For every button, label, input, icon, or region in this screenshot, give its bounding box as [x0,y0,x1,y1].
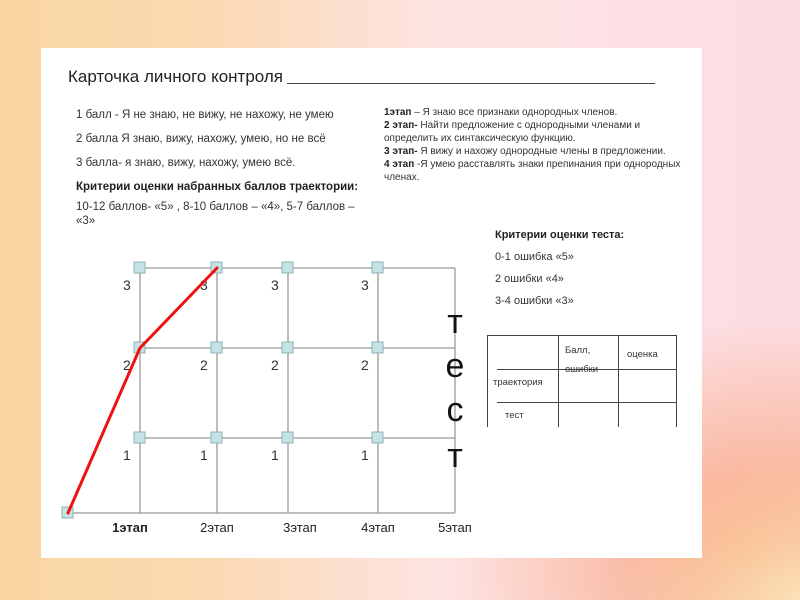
grid-level-label: 1 [123,447,131,463]
vertical-word-letter: с [446,391,464,429]
stage-3-text: Я вижу и нахожу однородные члены в предложении. [417,146,666,157]
grid-marker [282,262,293,273]
grid-level-label: 1 [361,447,369,463]
stage-1-label: 1этап [384,107,412,118]
grid-level-label: 1 [200,447,208,463]
grid-level-label: 3 [361,277,369,293]
score-1-text: 1 балл - Я не знаю, не вижу, не нахожу, не умею [76,109,334,121]
test-criteria-item: 3-4 ошибки «3» [495,295,574,307]
grid-marker [211,342,222,353]
vertical-word-letter: т [447,437,463,475]
grid-marker [211,432,222,443]
vertical-word-letter: е [445,347,465,385]
test-criteria-item: 0-1 ошибка «5» [495,251,574,263]
stage-1-text: – Я знаю все признаки однородных членов. [411,107,618,118]
grid-marker [134,432,145,443]
grid-markers [62,262,383,518]
stage-3-label: 3 этап- [384,146,418,157]
table-header-score: Балл, ошибки [565,345,599,375]
score-2-text: 2 балла Я знаю, вижу, нахожу, умею, но не всё [76,133,326,145]
stage-axis-label: 1этап [112,520,148,535]
stage-2-text: Найти предложение с однородными членами и определить их синтаксическую функцию. [384,120,641,144]
trajectory-criteria-title: Критерии оценки набранных баллов траектории: [76,181,359,193]
stage-4-text: -Я умею расставлять знаки препинания при однородных членах. [384,159,681,183]
table-row-test: тест [505,410,524,421]
grid-level-label: 2 [123,357,131,373]
grid-marker [282,432,293,443]
stage-2-label: 2 этап- [384,120,418,131]
trajectory-criteria-text: 10-12 баллов- «5» , 8-10 баллов – «4», 5-7 баллов – «3» [76,201,355,227]
grid-marker [282,342,293,353]
trajectory-line [68,268,217,513]
grid-level-label: 2 [271,357,279,373]
grid-marker [372,262,383,273]
vertical-word-letter: т [447,303,463,341]
grid-marker [134,262,145,273]
stage-4-label: 4 этап [384,159,415,170]
score-3-text: 3 балла- я знаю, вижу, нахожу, умею всё. [76,157,296,169]
grid-level-label: 2 [200,357,208,373]
test-criteria-title: Критерии оценки теста: [495,229,625,241]
grid-level-label: 2 [361,357,369,373]
grid-level-label: 3 [271,277,279,293]
stage-axis-label: 5этап [438,520,472,535]
stage-axis-labels [112,520,472,535]
test-criteria-item: 2 ошибки «4» [495,273,564,285]
stage-axis-label: 2этап [200,520,234,535]
card-title: Карточка личного контроля [68,67,283,86]
grid-marker [372,432,383,443]
grid-level-label: 3 [123,277,131,293]
grid-level-labels [123,277,369,463]
grid-lines [68,268,455,513]
stage-axis-label: 4этап [361,520,395,535]
grid-level-label: 3 [200,277,208,293]
grid-level-label: 1 [271,447,279,463]
stage-axis-label: 3этап [283,520,317,535]
table-row-trajectory: траектория [493,377,543,388]
trajectory-line-group [68,268,217,513]
grid-marker [372,342,383,353]
table-header-grade: оценка [627,349,658,360]
